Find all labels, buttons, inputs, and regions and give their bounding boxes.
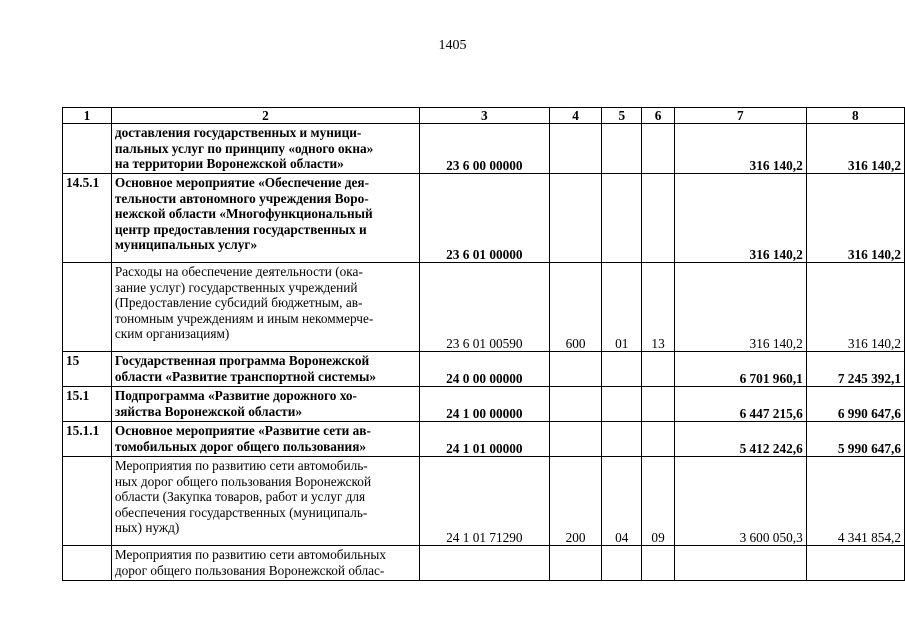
row-name-cell [111, 263, 419, 352]
row-code-cell [419, 457, 549, 546]
row-sum-2019-text: 6 701 960,1 [739, 371, 803, 386]
row-name-text: Государственная программа Воронежской области «Развитие транспортной системы» [114, 353, 377, 384]
row-sum-2019-cell [674, 546, 806, 581]
table-row [63, 457, 905, 546]
row-sum-2019-cell [674, 263, 806, 352]
row-sum-2020-text: 5 990 647,6 [837, 441, 901, 456]
row-sum-2020-cell [806, 387, 904, 422]
header-cell-3: 3 [419, 108, 549, 124]
row-number-cell [63, 546, 112, 581]
row-sum-2020-cell [806, 457, 904, 546]
row-pr-text: 09 [651, 530, 665, 545]
row-code-cell [419, 352, 549, 387]
row-code-cell [419, 263, 549, 352]
row-code-text: 23 6 01 00590 [446, 336, 523, 351]
header-cell-1: 1 [63, 108, 112, 124]
row-sum-2019-cell [674, 422, 806, 457]
row-vr-cell [549, 422, 602, 457]
row-pr-cell [642, 387, 675, 422]
row-name-cell [111, 174, 419, 263]
row-pr-cell [642, 352, 675, 387]
row-name-cell [111, 352, 419, 387]
row-rz-cell [602, 124, 642, 174]
row-number-text: 15.1.1 [66, 423, 100, 439]
row-code-cell [419, 124, 549, 174]
row-vr-cell [549, 263, 602, 352]
header-cell-2: 2 [111, 108, 419, 124]
row-sum-2019-text: 6 447 215,6 [739, 406, 803, 421]
row-sum-2019-text: 316 140,2 [749, 247, 803, 262]
table-row [63, 422, 905, 457]
row-name-text: Подпрограмма «Развитие дорожного хо- зяйства Воронежской области» [114, 388, 357, 419]
row-sum-2019-text: 316 140,2 [749, 336, 803, 351]
header-cell-7: 7 [674, 108, 806, 124]
row-code-text: 23 6 00 00000 [446, 158, 523, 173]
row-sum-2019-text: 3 600 050,3 [739, 530, 803, 545]
row-sum-2019-text: 316 140,2 [749, 158, 803, 173]
row-rz-cell [602, 174, 642, 263]
row-rz-cell [602, 546, 642, 581]
row-rz-text: 04 [615, 530, 629, 545]
row-pr-cell [642, 174, 675, 263]
table-row [63, 352, 905, 387]
header-cell-4: 4 [549, 108, 602, 124]
row-sum-2020-text: 6 990 647,6 [837, 406, 901, 421]
row-sum-2020-text: 316 140,2 [847, 247, 901, 262]
row-pr-cell [642, 422, 675, 457]
row-rz-cell [602, 387, 642, 422]
row-pr-cell [642, 263, 675, 352]
row-name-text: Расходы на обеспечение деятельности (ока- зание услуг) государственных учреждений (Предоставление субсидий бюджетным, ав- тономным учреждениям и иным некоммерче- ским организациям) [114, 264, 374, 342]
row-vr-cell [549, 387, 602, 422]
row-number-cell [63, 422, 112, 457]
table-row [63, 174, 905, 263]
row-number-text: 15 [66, 353, 80, 369]
row-name-cell [111, 457, 419, 546]
row-name-text: Мероприятия по развитию сети автомобильных дорог общего пользования Воронежской облас- [114, 547, 386, 578]
row-rz-cell [602, 457, 642, 546]
row-vr-text: 200 [565, 530, 586, 545]
row-name-cell [111, 422, 419, 457]
row-code-text: 23 6 01 00000 [446, 247, 523, 262]
row-name-text: Основное мероприятие «Развитие сети ав- томобильных дорог общего пользования» [114, 423, 371, 454]
row-sum-2020-cell [806, 124, 904, 174]
row-sum-2019-cell [674, 174, 806, 263]
row-code-text: 24 1 00 00000 [446, 406, 523, 421]
table-row [63, 546, 905, 581]
row-number-cell [63, 263, 112, 352]
row-pr-text: 13 [651, 336, 665, 351]
row-number-text: 14.5.1 [66, 175, 100, 191]
budget-table [62, 107, 905, 581]
row-number-cell [63, 387, 112, 422]
table-row [63, 387, 905, 422]
row-vr-text: 600 [565, 336, 586, 351]
row-rz-cell [602, 422, 642, 457]
row-rz-text: 01 [615, 336, 629, 351]
row-code-text: 24 1 01 71290 [446, 530, 523, 545]
row-code-cell [419, 387, 549, 422]
row-code-cell [419, 422, 549, 457]
table-body [63, 108, 905, 581]
row-code-cell [419, 174, 549, 263]
row-vr-cell [549, 124, 602, 174]
row-sum-2020-cell [806, 174, 904, 263]
row-number-cell [63, 352, 112, 387]
row-number-cell [63, 174, 112, 263]
row-vr-cell [549, 546, 602, 581]
row-pr-cell [642, 546, 675, 581]
header-cell-5: 5 [602, 108, 642, 124]
row-pr-cell [642, 124, 675, 174]
table-header-row [63, 108, 905, 124]
table-row [63, 263, 905, 352]
table-row [63, 124, 905, 174]
row-name-text: Основное мероприятие «Обеспечение дея- тельности автономного учреждения Воро- нежской области «Многофункциональный центр предоставления государственных и муниципальных услуг» [114, 175, 373, 253]
row-sum-2020-cell [806, 352, 904, 387]
row-sum-2020-text: 316 140,2 [847, 158, 901, 173]
row-sum-2020-cell [806, 263, 904, 352]
row-vr-cell [549, 457, 602, 546]
row-sum-2020-text: 316 140,2 [847, 336, 901, 351]
row-rz-cell [602, 263, 642, 352]
row-name-text: Мероприятия по развитию сети автомобиль- ных дорог общего пользования Воронежской области (Закупка товаров, работ и услуг для обеспечения государственных (муниципаль- ных) нужд) [114, 458, 372, 536]
row-sum-2020-text: 4 341 854,2 [837, 530, 901, 545]
row-number-cell [63, 124, 112, 174]
row-sum-2020-cell [806, 546, 904, 581]
row-name-cell [111, 546, 419, 581]
header-cell-6: 6 [642, 108, 675, 124]
row-number-text: 15.1 [66, 388, 90, 404]
row-pr-cell [642, 457, 675, 546]
row-sum-2020-cell [806, 422, 904, 457]
row-sum-2019-text: 5 412 242,6 [739, 441, 803, 456]
row-sum-2019-cell [674, 457, 806, 546]
row-code-text: 24 0 00 00000 [446, 371, 523, 386]
row-sum-2020-text: 7 245 392,1 [837, 371, 901, 386]
row-vr-cell [549, 174, 602, 263]
row-rz-cell [602, 352, 642, 387]
row-number-cell [63, 457, 112, 546]
row-name-text: доставления государственных и муници- пальных услуг по принципу «одного окна» на территории Воронежской области» [114, 125, 374, 172]
row-code-text: 24 1 01 00000 [446, 441, 523, 456]
row-sum-2019-cell [674, 387, 806, 422]
row-sum-2019-cell [674, 352, 806, 387]
row-vr-cell [549, 352, 602, 387]
row-sum-2019-cell [674, 124, 806, 174]
row-code-cell [419, 546, 549, 581]
page-number: 1405 [438, 38, 467, 53]
row-name-cell [111, 124, 419, 174]
row-name-cell [111, 387, 419, 422]
header-cell-8: 8 [806, 108, 904, 124]
